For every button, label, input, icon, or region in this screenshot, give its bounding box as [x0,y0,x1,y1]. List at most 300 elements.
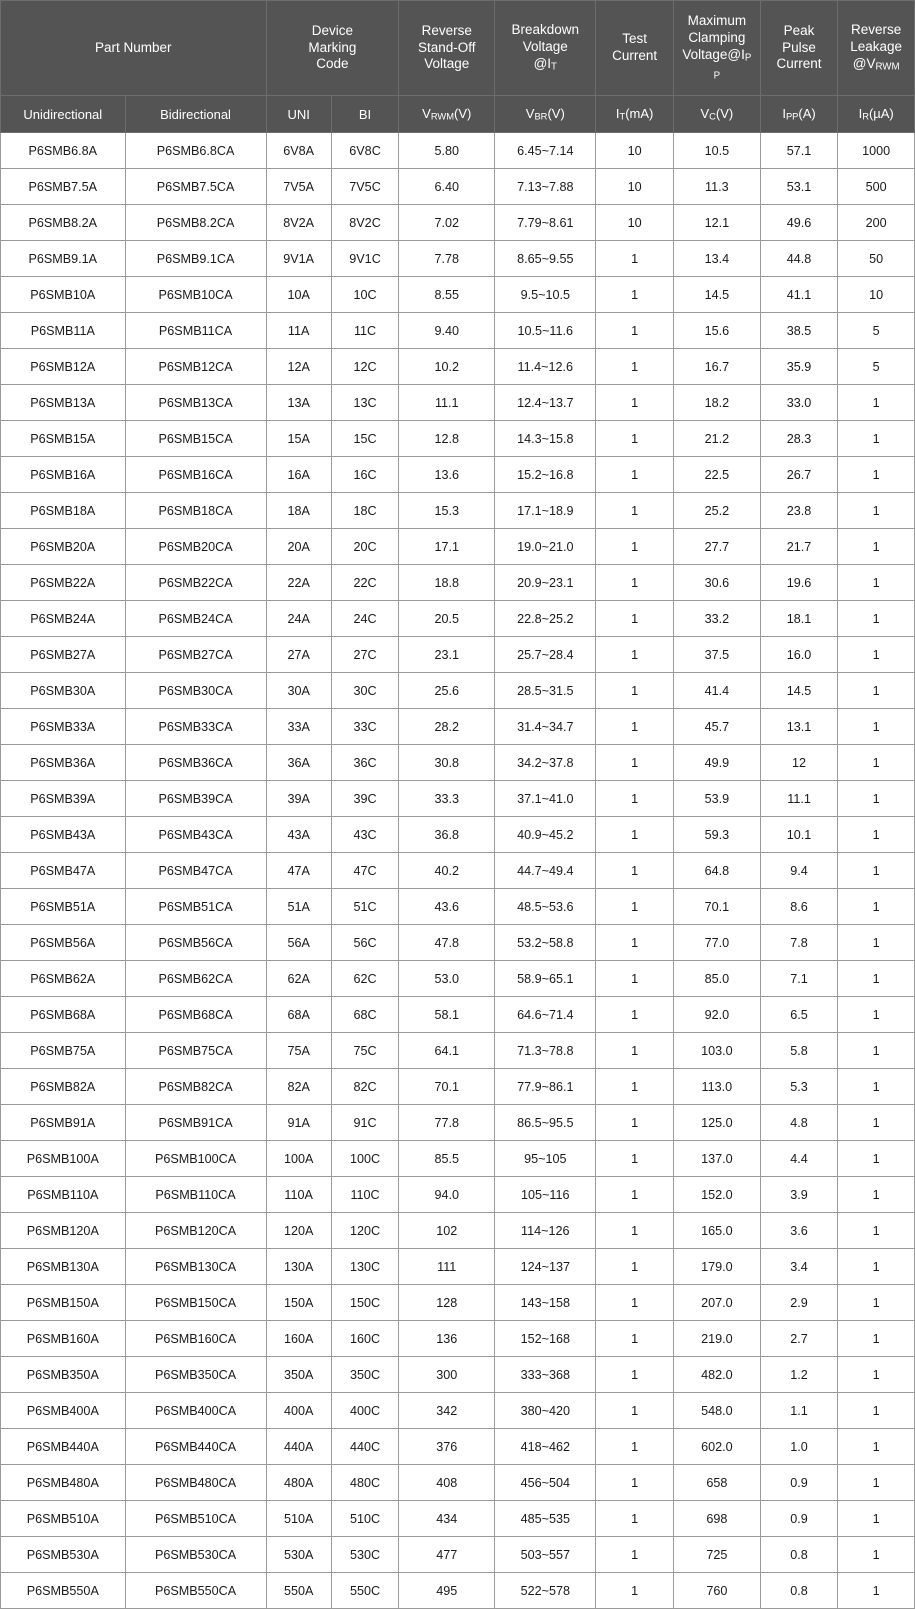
cell-ipp: 0.8 [760,1537,838,1573]
subheader-uni: UNI [266,96,331,133]
table-row [1,1105,915,1141]
cell-vbr: 485~535 [495,1501,596,1537]
cell-it: 1 [596,313,674,349]
cell-uni-code: 6V8A [266,133,331,169]
cell-it: 1 [596,349,674,385]
cell-bi-code: 33C [331,709,398,745]
cell-ipp: 12 [760,745,838,781]
cell-vrwm: 7.78 [399,241,495,277]
cell-bi-code: 18C [331,493,398,529]
header-part-number: Part Number [1,1,267,96]
cell-uni-code: 110A [266,1177,331,1213]
cell-bi-code: 120C [331,1213,398,1249]
cell-vrwm: 20.5 [399,601,495,637]
cell-vrwm: 30.8 [399,745,495,781]
cell-ir: 500 [838,169,915,205]
cell-uni-code: 15A [266,421,331,457]
cell-vrwm: 53.0 [399,961,495,997]
cell-vc: 92.0 [673,997,760,1033]
cell-vc: 103.0 [673,1033,760,1069]
table-row [1,961,915,997]
cell-bidirectional: P6SMB480CA [125,1465,266,1501]
cell-unidirectional: P6SMB22A [1,565,126,601]
cell-ipp: 7.1 [760,961,838,997]
table-row [1,1141,915,1177]
cell-unidirectional: P6SMB100A [1,1141,126,1177]
cell-unidirectional: P6SMB15A [1,421,126,457]
cell-bidirectional: P6SMB120CA [125,1213,266,1249]
cell-unidirectional: P6SMB13A [1,385,126,421]
cell-bidirectional: P6SMB150CA [125,1285,266,1321]
table-row [1,853,915,889]
cell-vc: 64.8 [673,853,760,889]
cell-bidirectional: P6SMB12CA [125,349,266,385]
cell-ir: 1 [838,817,915,853]
cell-vrwm: 15.3 [399,493,495,529]
cell-ir: 1 [838,601,915,637]
cell-bidirectional: P6SMB27CA [125,637,266,673]
cell-vc: 548.0 [673,1393,760,1429]
cell-vc: 27.7 [673,529,760,565]
cell-ipp: 1.1 [760,1393,838,1429]
cell-bi-code: 30C [331,673,398,709]
cell-ipp: 1.0 [760,1429,838,1465]
table-row [1,817,915,853]
cell-ir: 1 [838,1249,915,1285]
cell-vrwm: 43.6 [399,889,495,925]
table-row [1,205,915,241]
cell-bi-code: 10C [331,277,398,313]
cell-vbr: 124~137 [495,1249,596,1285]
cell-bidirectional: P6SMB160CA [125,1321,266,1357]
cell-bi-code: 27C [331,637,398,673]
cell-vc: 179.0 [673,1249,760,1285]
cell-vrwm: 17.1 [399,529,495,565]
cell-vbr: 28.5~31.5 [495,673,596,709]
cell-bidirectional: P6SMB130CA [125,1249,266,1285]
cell-ipp: 49.6 [760,205,838,241]
cell-ir: 1 [838,925,915,961]
cell-bi-code: 12C [331,349,398,385]
cell-ipp: 2.9 [760,1285,838,1321]
table-row [1,997,915,1033]
table-row [1,349,915,385]
table-row [1,1033,915,1069]
cell-ir: 1 [838,961,915,997]
cell-vbr: 12.4~13.7 [495,385,596,421]
cell-vc: 11.3 [673,169,760,205]
cell-ir: 1 [838,889,915,925]
cell-vc: 41.4 [673,673,760,709]
cell-bidirectional: P6SMB530CA [125,1537,266,1573]
cell-bidirectional: P6SMB47CA [125,853,266,889]
cell-unidirectional: P6SMB160A [1,1321,126,1357]
cell-it: 1 [596,601,674,637]
cell-vrwm: 9.40 [399,313,495,349]
cell-it: 1 [596,673,674,709]
cell-bidirectional: P6SMB36CA [125,745,266,781]
cell-vc: 21.2 [673,421,760,457]
cell-ipp: 4.8 [760,1105,838,1141]
cell-ipp: 2.7 [760,1321,838,1357]
cell-it: 1 [596,1393,674,1429]
cell-vbr: 40.9~45.2 [495,817,596,853]
cell-vc: 165.0 [673,1213,760,1249]
cell-vrwm: 94.0 [399,1177,495,1213]
cell-vc: 18.2 [673,385,760,421]
cell-bi-code: 24C [331,601,398,637]
cell-vbr: 6.45~7.14 [495,133,596,169]
cell-vrwm: 18.8 [399,565,495,601]
cell-unidirectional: P6SMB56A [1,925,126,961]
cell-vbr: 333~368 [495,1357,596,1393]
cell-uni-code: 510A [266,1501,331,1537]
cell-ir: 1 [838,1393,915,1429]
cell-uni-code: 150A [266,1285,331,1321]
cell-ir: 1 [838,1573,915,1609]
cell-vbr: 53.2~58.8 [495,925,596,961]
cell-vbr: 114~126 [495,1213,596,1249]
cell-vc: 760 [673,1573,760,1609]
cell-ipp: 1.2 [760,1357,838,1393]
cell-vbr: 522~578 [495,1573,596,1609]
cell-it: 1 [596,817,674,853]
table-row [1,1321,915,1357]
cell-ir: 1 [838,1321,915,1357]
cell-unidirectional: P6SMB9.1A [1,241,126,277]
cell-it: 1 [596,493,674,529]
cell-unidirectional: P6SMB8.2A [1,205,126,241]
cell-uni-code: 68A [266,997,331,1033]
cell-it: 1 [596,1285,674,1321]
cell-vc: 30.6 [673,565,760,601]
cell-vc: 37.5 [673,637,760,673]
cell-uni-code: 39A [266,781,331,817]
cell-bidirectional: P6SMB9.1CA [125,241,266,277]
header-peak-pulse-current: Peak Pulse Current [760,1,838,96]
cell-ir: 1 [838,1033,915,1069]
cell-vrwm: 64.1 [399,1033,495,1069]
cell-uni-code: 18A [266,493,331,529]
header-breakdown-voltage: Breakdown Voltage $@I_T$ [495,1,596,96]
cell-unidirectional: P6SMB16A [1,457,126,493]
cell-bi-code: 510C [331,1501,398,1537]
table-row [1,925,915,961]
cell-bi-code: 100C [331,1141,398,1177]
cell-bidirectional: P6SMB15CA [125,421,266,457]
subheader-vc: $V_C(V)$ [673,96,760,133]
cell-vc: 137.0 [673,1141,760,1177]
cell-it: 1 [596,457,674,493]
cell-unidirectional: P6SMB20A [1,529,126,565]
cell-it: 1 [596,1249,674,1285]
table-row [1,1069,915,1105]
cell-unidirectional: P6SMB62A [1,961,126,997]
subheader-bi: BI [331,96,398,133]
cell-vc: 113.0 [673,1069,760,1105]
cell-vbr: 105~116 [495,1177,596,1213]
cell-bi-code: 7V5C [331,169,398,205]
cell-vrwm: 7.02 [399,205,495,241]
table-row [1,565,915,601]
cell-vrwm: 111 [399,1249,495,1285]
cell-bidirectional: P6SMB8.2CA [125,205,266,241]
cell-bi-code: 56C [331,925,398,961]
cell-it: 1 [596,853,674,889]
table-row [1,529,915,565]
cell-ir: 1 [838,1069,915,1105]
cell-unidirectional: P6SMB510A [1,1501,126,1537]
table-row [1,1177,915,1213]
cell-ir: 1 [838,781,915,817]
cell-unidirectional: P6SMB130A [1,1249,126,1285]
table-row [1,1573,915,1609]
cell-unidirectional: P6SMB33A [1,709,126,745]
cell-vc: 125.0 [673,1105,760,1141]
cell-uni-code: 56A [266,925,331,961]
cell-vbr: 44.7~49.4 [495,853,596,889]
cell-vrwm: 12.8 [399,421,495,457]
cell-ipp: 18.1 [760,601,838,637]
cell-uni-code: 100A [266,1141,331,1177]
cell-vrwm: 40.2 [399,853,495,889]
cell-vc: 602.0 [673,1429,760,1465]
cell-it: 1 [596,1573,674,1609]
cell-uni-code: 530A [266,1537,331,1573]
cell-unidirectional: P6SMB350A [1,1357,126,1393]
cell-it: 10 [596,169,674,205]
cell-bi-code: 9V1C [331,241,398,277]
table-row [1,457,915,493]
cell-vbr: 7.13~7.88 [495,169,596,205]
cell-uni-code: 120A [266,1213,331,1249]
cell-bidirectional: P6SMB16CA [125,457,266,493]
cell-bi-code: 68C [331,997,398,1033]
cell-vbr: 31.4~34.7 [495,709,596,745]
cell-vbr: 503~557 [495,1537,596,1573]
cell-vc: 49.9 [673,745,760,781]
cell-vbr: 22.8~25.2 [495,601,596,637]
table-row [1,385,915,421]
cell-bi-code: 91C [331,1105,398,1141]
cell-unidirectional: P6SMB36A [1,745,126,781]
cell-vc: 22.5 [673,457,760,493]
cell-vc: 45.7 [673,709,760,745]
cell-vrwm: 5.80 [399,133,495,169]
cell-uni-code: 440A [266,1429,331,1465]
cell-ipp: 6.5 [760,997,838,1033]
cell-it: 1 [596,961,674,997]
cell-vc: 33.2 [673,601,760,637]
cell-bidirectional: P6SMB33CA [125,709,266,745]
cell-unidirectional: P6SMB75A [1,1033,126,1069]
cell-uni-code: 33A [266,709,331,745]
cell-vrwm: 25.6 [399,673,495,709]
cell-it: 1 [596,565,674,601]
cell-vrwm: 13.6 [399,457,495,493]
cell-it: 1 [596,889,674,925]
cell-ipp: 41.1 [760,277,838,313]
cell-it: 1 [596,1105,674,1141]
cell-bidirectional: P6SMB6.8CA [125,133,266,169]
cell-it: 1 [596,1141,674,1177]
cell-unidirectional: P6SMB6.8A [1,133,126,169]
cell-uni-code: 9V1A [266,241,331,277]
cell-ipp: 8.6 [760,889,838,925]
cell-bi-code: 11C [331,313,398,349]
cell-vbr: 8.65~9.55 [495,241,596,277]
cell-unidirectional: P6SMB39A [1,781,126,817]
cell-vbr: 456~504 [495,1465,596,1501]
table-row [1,889,915,925]
cell-ipp: 14.5 [760,673,838,709]
cell-unidirectional: P6SMB480A [1,1465,126,1501]
cell-it: 1 [596,421,674,457]
subheader-it: $I_T(mA)$ [596,96,674,133]
cell-unidirectional: P6SMB82A [1,1069,126,1105]
cell-it: 1 [596,637,674,673]
cell-vc: 53.9 [673,781,760,817]
table-row [1,1249,915,1285]
cell-ipp: 23.8 [760,493,838,529]
cell-vrwm: 102 [399,1213,495,1249]
cell-ir: 1 [838,673,915,709]
table-header [1,1,915,133]
cell-bi-code: 350C [331,1357,398,1393]
cell-uni-code: 51A [266,889,331,925]
cell-vc: 15.6 [673,313,760,349]
cell-vbr: 10.5~11.6 [495,313,596,349]
cell-vrwm: 10.2 [399,349,495,385]
cell-ir: 1 [838,637,915,673]
cell-bi-code: 400C [331,1393,398,1429]
cell-vrwm: 128 [399,1285,495,1321]
table-row [1,637,915,673]
cell-uni-code: 130A [266,1249,331,1285]
cell-bi-code: 130C [331,1249,398,1285]
cell-bidirectional: P6SMB62CA [125,961,266,997]
cell-uni-code: 24A [266,601,331,637]
cell-it: 1 [596,709,674,745]
cell-vbr: 17.1~18.9 [495,493,596,529]
cell-vbr: 380~420 [495,1393,596,1429]
cell-ipp: 11.1 [760,781,838,817]
cell-unidirectional: P6SMB7.5A [1,169,126,205]
cell-vrwm: 6.40 [399,169,495,205]
cell-ir: 50 [838,241,915,277]
cell-bidirectional: P6SMB110CA [125,1177,266,1213]
cell-bidirectional: P6SMB82CA [125,1069,266,1105]
cell-vbr: 37.1~41.0 [495,781,596,817]
cell-vc: 16.7 [673,349,760,385]
cell-ipp: 28.3 [760,421,838,457]
cell-ipp: 4.4 [760,1141,838,1177]
cell-ipp: 9.4 [760,853,838,889]
cell-unidirectional: P6SMB47A [1,853,126,889]
cell-ir: 1 [838,1105,915,1141]
cell-ipp: 0.9 [760,1501,838,1537]
table-row [1,241,915,277]
cell-it: 1 [596,1033,674,1069]
cell-ipp: 53.1 [760,169,838,205]
cell-vc: 59.3 [673,817,760,853]
cell-bi-code: 20C [331,529,398,565]
cell-ir: 1 [838,853,915,889]
cell-vrwm: 11.1 [399,385,495,421]
header-sub-row [1,96,915,133]
cell-vbr: 19.0~21.0 [495,529,596,565]
cell-ir: 1 [838,493,915,529]
cell-bi-code: 43C [331,817,398,853]
cell-vc: 219.0 [673,1321,760,1357]
cell-uni-code: 550A [266,1573,331,1609]
cell-it: 1 [596,1177,674,1213]
cell-bidirectional: P6SMB13CA [125,385,266,421]
subheader-unidirectional: Unidirectional [1,96,126,133]
cell-unidirectional: P6SMB12A [1,349,126,385]
cell-ipp: 3.9 [760,1177,838,1213]
cell-uni-code: 43A [266,817,331,853]
table-row [1,169,915,205]
cell-bidirectional: P6SMB51CA [125,889,266,925]
cell-vrwm: 495 [399,1573,495,1609]
table-row [1,601,915,637]
subheader-bidirectional: Bidirectional [125,96,266,133]
cell-it: 1 [596,1321,674,1357]
subheader-ir: $I_R(\mu A)$ [838,96,915,133]
cell-ir: 1 [838,421,915,457]
subheader-vrwm: $V_{RWM}(V)$ [399,96,495,133]
cell-vc: 658 [673,1465,760,1501]
cell-vrwm: 47.8 [399,925,495,961]
cell-uni-code: 350A [266,1357,331,1393]
table-row [1,421,915,457]
cell-unidirectional: P6SMB43A [1,817,126,853]
cell-vc: 13.4 [673,241,760,277]
cell-bi-code: 75C [331,1033,398,1069]
cell-uni-code: 36A [266,745,331,781]
cell-vc: 152.0 [673,1177,760,1213]
cell-bidirectional: P6SMB39CA [125,781,266,817]
table-row [1,493,915,529]
cell-it: 1 [596,925,674,961]
cell-vbr: 34.2~37.8 [495,745,596,781]
cell-uni-code: 11A [266,313,331,349]
cell-uni-code: 10A [266,277,331,313]
table-row [1,1501,915,1537]
cell-unidirectional: P6SMB11A [1,313,126,349]
cell-bi-code: 15C [331,421,398,457]
cell-unidirectional: P6SMB27A [1,637,126,673]
cell-uni-code: 82A [266,1069,331,1105]
cell-vbr: 58.9~65.1 [495,961,596,997]
cell-ir: 1 [838,1537,915,1573]
cell-uni-code: 47A [266,853,331,889]
cell-ir: 1 [838,565,915,601]
cell-vrwm: 136 [399,1321,495,1357]
cell-vc: 85.0 [673,961,760,997]
cell-vrwm: 36.8 [399,817,495,853]
cell-vbr: 7.79~8.61 [495,205,596,241]
cell-it: 1 [596,1537,674,1573]
table-row [1,745,915,781]
cell-vrwm: 77.8 [399,1105,495,1141]
cell-bidirectional: P6SMB440CA [125,1429,266,1465]
cell-vc: 70.1 [673,889,760,925]
cell-vbr: 11.4~12.6 [495,349,596,385]
cell-unidirectional: P6SMB10A [1,277,126,313]
cell-ipp: 0.8 [760,1573,838,1609]
